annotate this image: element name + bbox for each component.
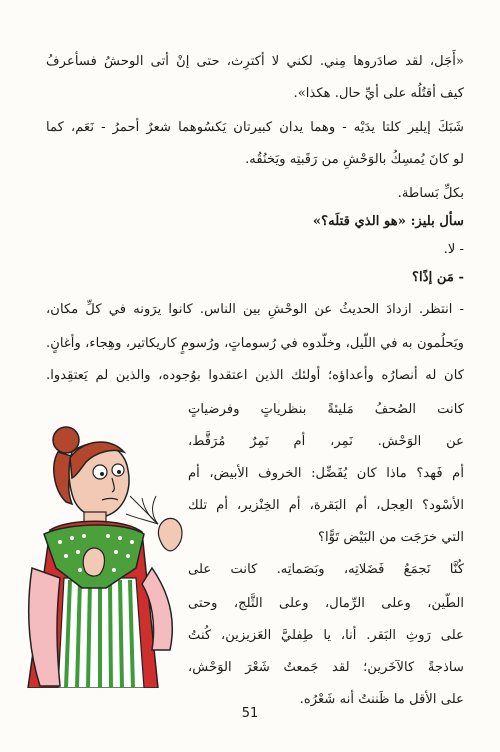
- text-line: كيف أقتُلُه على أيِّ حال. هكذا».: [293, 86, 464, 101]
- text-line: ويَحلُمون به في اللّيل، وخلّدوه في رُسوماتٍ، ورُسومٍ كاريكاتير، وهِجاء، وأغانٍ.: [46, 336, 464, 351]
- text-line: - لا.: [443, 242, 464, 257]
- text-line: الطّين، وعلى الرِّمال، وعلى الثَّلج، وحتى: [188, 596, 464, 611]
- text-line: - انتظر. ازدادَ الحديثُ عن الوحْشِ بين الناس. كانوا يرَونه في كلِّ مكان،: [46, 302, 464, 317]
- text-line: أم فَهد؟ ماذا كان يُفَضِّل: الخروف الأبيض، أم: [188, 466, 464, 481]
- text-line: شَبَكَ إيلير كلتا يدَيْه - وهما يدان كبيرتان يَكسُوهما شعرٌ أحمرُ - نَعَم، كما: [46, 120, 464, 135]
- text-line: بكلِّ بَساطة.: [397, 186, 464, 201]
- text-line: لو كانَ يُمسِكُ بالوَحْشِ من رَقَبتِه ويَخنُقُه.: [245, 152, 464, 167]
- text-line: سأل بليز: «هو الذي قتلَه؟»: [312, 214, 464, 229]
- page-number: 51: [241, 706, 259, 721]
- text-line: ساذجةً كالآخَرين؛ لقد جَمعتُ شَعْرَ الوَحْش،: [188, 660, 464, 675]
- text-line: كانت الصُحفُ مَليئةً بنظرياتٍ وفرضياتٍ: [188, 402, 464, 417]
- text-line: عن الوَحْش. نَمِر، أم نَمِرٌ مُرَقَّط،: [188, 434, 464, 449]
- text-line: الأسْود؟ العِجل، أم البَقرة، أم الخِنْزير، أم تلك: [188, 498, 464, 513]
- text-line: «أَجَل، لقد صادَروها مِني. لكني لا أكترِث، حتى إنْ أتى الوحشُ فسأعرفُ: [46, 54, 464, 69]
- text-line: - مَن إذًا؟: [412, 270, 464, 285]
- text-line: التي خرَجَت من البَيْض تَوًّا؟: [318, 530, 464, 545]
- text-line: على الأقل ما ظَننتُ أنه شَعْرُه.: [299, 692, 464, 707]
- text-line: كان له أنصارُه وأعداؤه؛ أولئك الذين اعتقدوا بوُجوده، والذين لم يَعتقِدوا.: [46, 368, 464, 383]
- text-line: على رَوثِ البَقر. أنا، يا طِفليَّ العَزيزين، كُنتُ: [188, 628, 464, 643]
- woman-illustration: [20, 418, 190, 688]
- text-line: كُنَّا نَجمَعُ فَضَلاتِه، وبَصَماتِه. كانت على: [188, 562, 464, 577]
